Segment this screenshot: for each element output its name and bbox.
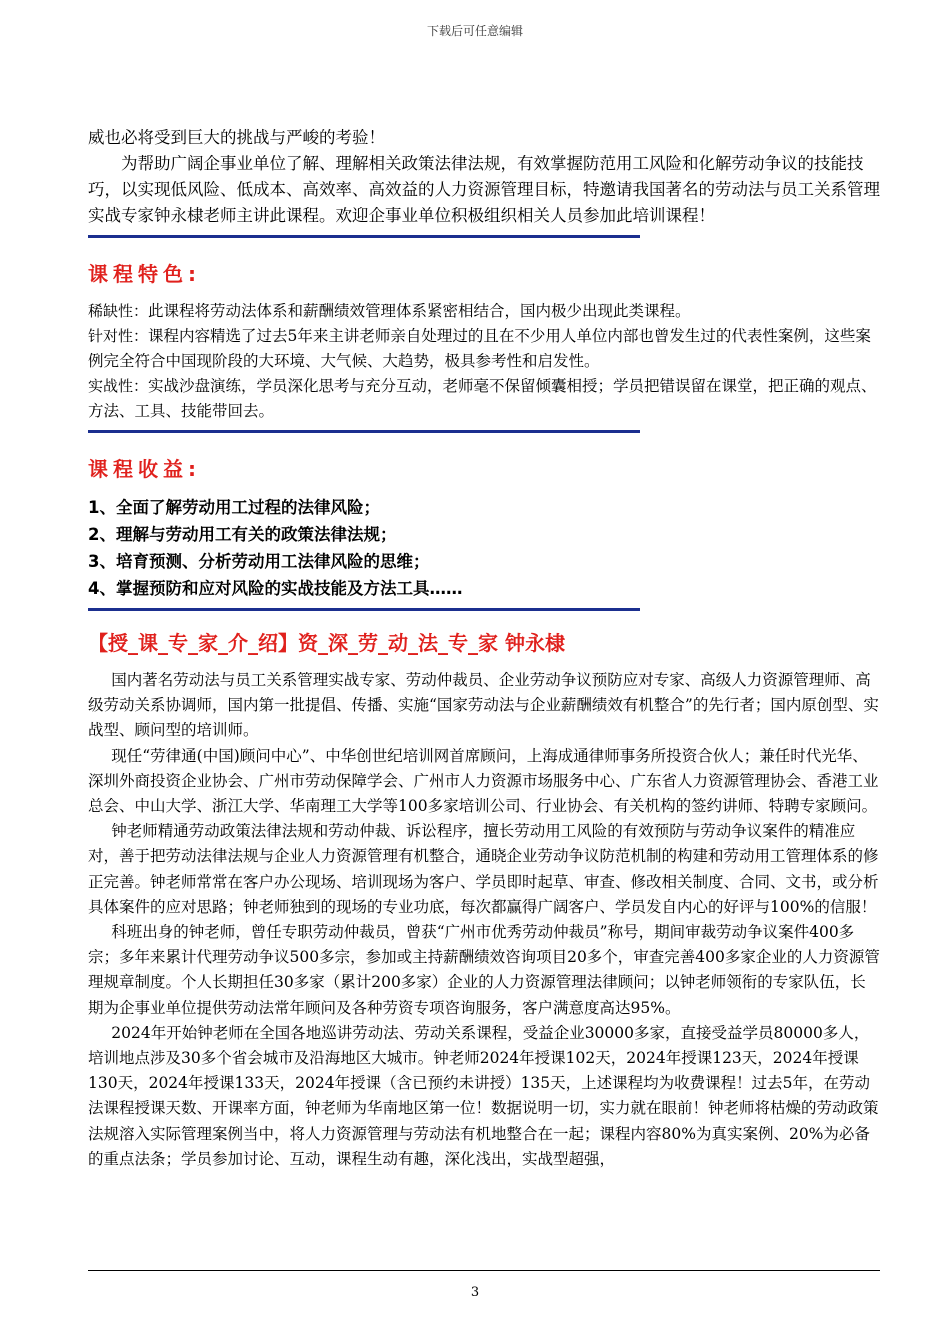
footer-rule	[88, 1270, 880, 1271]
features-title: 课程特色:	[88, 262, 201, 286]
feature-key: 针对性：	[88, 327, 149, 345]
feature-text: 实战沙盘演练，学员深化思考与充分互动，老师毫不保留倾囊相授；学员把错误留在课堂，把正确的观点、方法、工具、技能带回去。	[88, 377, 877, 420]
feature-key: 稀缺性：	[88, 302, 149, 320]
section-divider	[88, 235, 640, 238]
intro-line: 威也必将受到巨大的挑战与严峻的考验！	[88, 128, 385, 147]
page-number: 3	[470, 1285, 480, 1300]
page-header-note: 下载后可任意编辑	[426, 24, 523, 38]
features-list	[88, 299, 880, 424]
benefit-item: 2、理解与劳动用工有关的政策法律法规；	[88, 525, 397, 544]
expert-bio	[88, 668, 880, 1172]
bio-paragraph: 2024年开始钟老师在全国各地巡讲劳动法、劳动关系课程，受益企业30000多家，直接受益学员80000多人，培训地点涉及30多个省会城市及沿海地区大城市。钟老师2024年授课102天，2024年授课123天，2024年授课130天，2024年授课133天，2024年授课（含已预约未讲授）135天，上述课程均为收费课程！过去5年，在劳动法课程授课天数、开课率方面，钟老师为华南地区第一位！数据说明一切，实力就在眼前！钟老师将枯燥的劳动政策法规溶入实际管理案例当中，将人力资源管理与劳动法有机地整合在一起；课程内容80%为真实案例、20%为必备的重点法条；学员参加讨论、互动，课程生动有趣，深化浅出，实战型超强，	[88, 1023, 879, 1168]
bio-paragraph: 科班出身的钟老师，曾任专职劳动仲裁员，曾获“广州市优秀劳动仲裁员”称号，期间审裁劳动争议案件400多宗；多年来累计代理劳动争议500多宗，参加或主持薪酬绩效咨询项目20多个，审查完善400多家企业的人力资源管理规章制度。个人长期担任30多家（累计200多家）企业的人力资源管理法律顾问；以钟老师领衔的专家队伍，长期为企事业单位提供劳动法常年顾问及各种劳资专项咨询服务，客户满意度高达95%。	[88, 923, 880, 1017]
feature-key: 实战性：	[88, 377, 149, 395]
bio-paragraph: 钟老师精通劳动政策法律法规和劳动仲裁、诉讼程序，擅长劳动用工风险的有效预防与劳动争议案件的精准应对，善于把劳动法律法规与企业人力资源管理有机整合，通晓企业劳动争议防范机制的构建和劳动用工管理体系的修正完善。钟老师常常在客户办公现场、培训现场为客户、学员即时起草、审查、修改相关制度、合同、文书，或分析具体案件的应对思路；钟老师独到的现场的专业功底，每次都赢得广阔客户、学员发自内心的好评与100%的信服！	[88, 822, 879, 916]
section-divider	[88, 430, 640, 433]
document-page	[88, 125, 880, 1172]
expert-title: 【授_课_专_家_介_绍】资_深_劳_动_法_专_家 钟永棣	[88, 631, 565, 655]
bio-paragraph: 现任“劳律通(中国)顾问中心”、中华创世纪培训网首席顾问，上海成通律师事务所投资合伙人；兼任时代光华、深圳外商投资企业协会、广州市劳动保障学会、广州市人力资源市场服务中心、广东省人力资源管理协会、香港工业总会、中山大学、浙江大学、华南理工大学等100多家培训公司、行业协会、有关机构的签约讲师、特聘专家顾问。	[88, 746, 879, 816]
intro-paragraph: 为帮助广阔企事业单位了解、理解相关政策法律法规，有效掌握防范用工风险和化解劳动争议的技能技巧，以实现低风险、低成本、高效率、高效益的人力资源管理目标，特邀请我国著名的劳动法与员工关系管理实战专家钟永棣老师主讲此课程。欢迎企事业单位积极组织相关人员参加此培训课程！	[88, 154, 880, 225]
feature-text: 此课程将劳动法体系和薪酬绩效管理体系紧密相结合，国内极少出现此类课程。	[148, 302, 691, 320]
feature-item	[88, 324, 880, 374]
bio-paragraph: 国内著名劳动法与员工关系管理实战专家、劳动仲裁员、企业劳动争议预防应对专家、高级人力资源管理师、高级劳动关系协调师，国内第一批提倡、传播、实施“国家劳动法与企业薪酬绩效有机整合”的先行者；国内原创型、实战型、顾问型的培训师。	[88, 671, 879, 740]
benefits-title: 课程收益:	[88, 457, 201, 481]
benefit-item: 3、培育预测、分析劳动用工法律风险的思维；	[88, 552, 430, 571]
feature-item	[88, 299, 880, 324]
feature-item	[88, 374, 880, 424]
benefit-item: 4、掌握预防和应对风险的实战技能及方法工具……	[88, 579, 463, 598]
benefit-item: 1、全面了解劳动用工过程的法律风险；	[88, 498, 380, 517]
section-divider	[88, 608, 640, 611]
benefits-list	[88, 494, 880, 602]
feature-text: 课程内容精选了过去5年来主讲老师亲自处理过的且在不少用人单位内部也曾发生过的代表性案例，这些案例完全符合中国现阶段的大环境、大气候、大趋势，极具参考性和启发性。	[88, 327, 871, 370]
